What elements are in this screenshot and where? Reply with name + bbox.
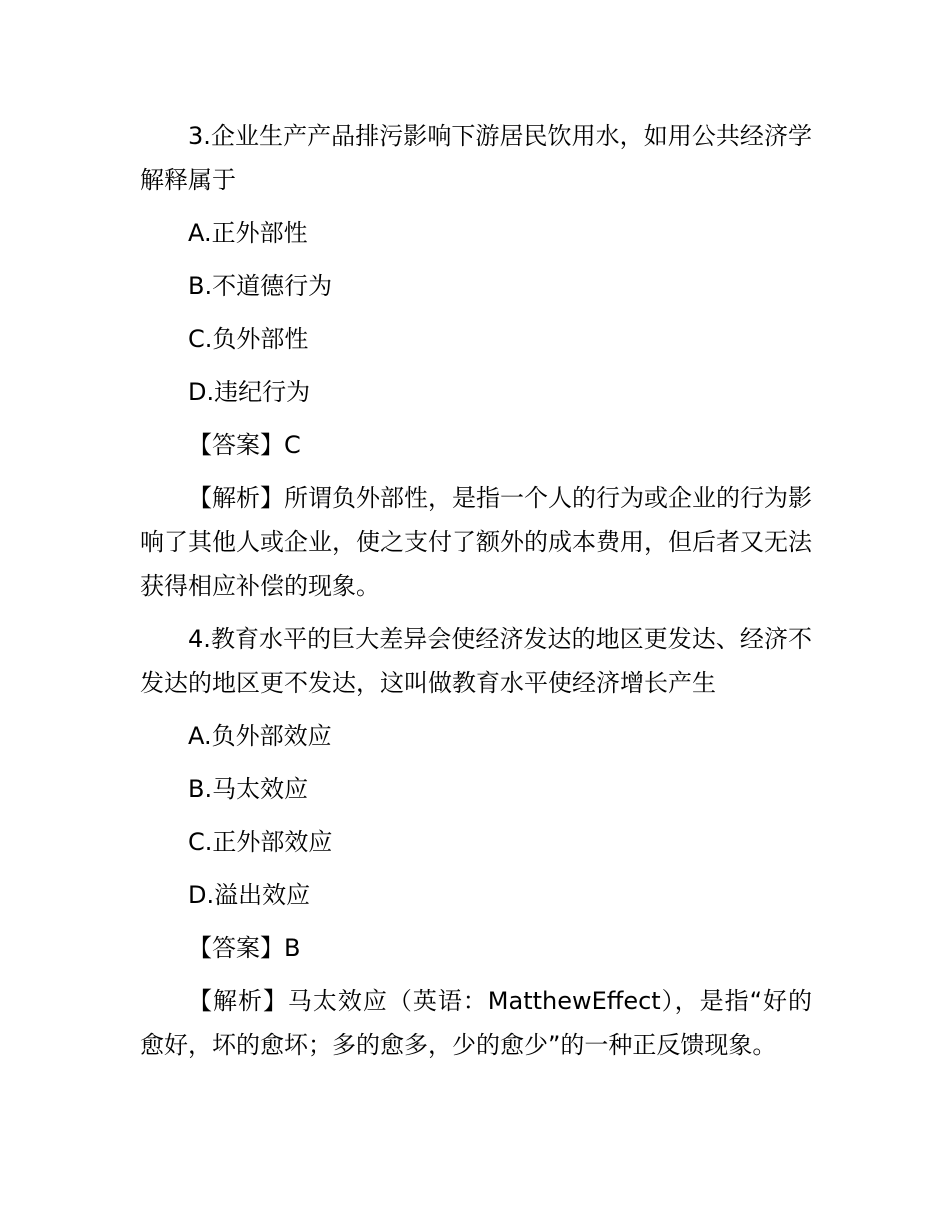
question-4-option-d: D.溢出效应 (188, 881, 311, 909)
question-3-option-d: D.违纪行为 (188, 378, 311, 406)
question-4-option-b: B.马太效应 (188, 775, 309, 803)
question-4-analysis: 【解析】马太效应（英语：MatthewEffect），是指“好的愈好，坏的愈坏；多的愈多，少的愈少”的一种正反馈现象。 (140, 987, 812, 1059)
document-body (140, 114, 812, 1067)
question-4-option-c: C.正外部效应 (188, 828, 333, 856)
question-3-stem: 3.企业生产产品排污影响下游居民饮用水，如用公共经济学解释属于 (140, 122, 812, 194)
question-4-option-a: A.负外部效应 (188, 722, 332, 750)
question-3-analysis: 【解析】所谓负外部性，是指一个人的行为或企业的行为影响了其他人或企业，使之支付了额外的成本费用，但后者又无法获得相应补偿的现象。 (140, 484, 812, 600)
question-3-option-b: B.不道德行为 (188, 272, 333, 300)
question-3-answer: 【答案】C (188, 431, 301, 459)
question-4-answer: 【答案】B (188, 934, 301, 962)
question-3-option-c: C.负外部性 (188, 325, 309, 353)
question-4-stem: 4.教育水平的巨大差异会使经济发达的地区更发达、经济不发达的地区更不发达，这叫做教育水平使经济增长产生 (140, 625, 812, 697)
question-3-option-a: A.正外部性 (188, 219, 308, 247)
